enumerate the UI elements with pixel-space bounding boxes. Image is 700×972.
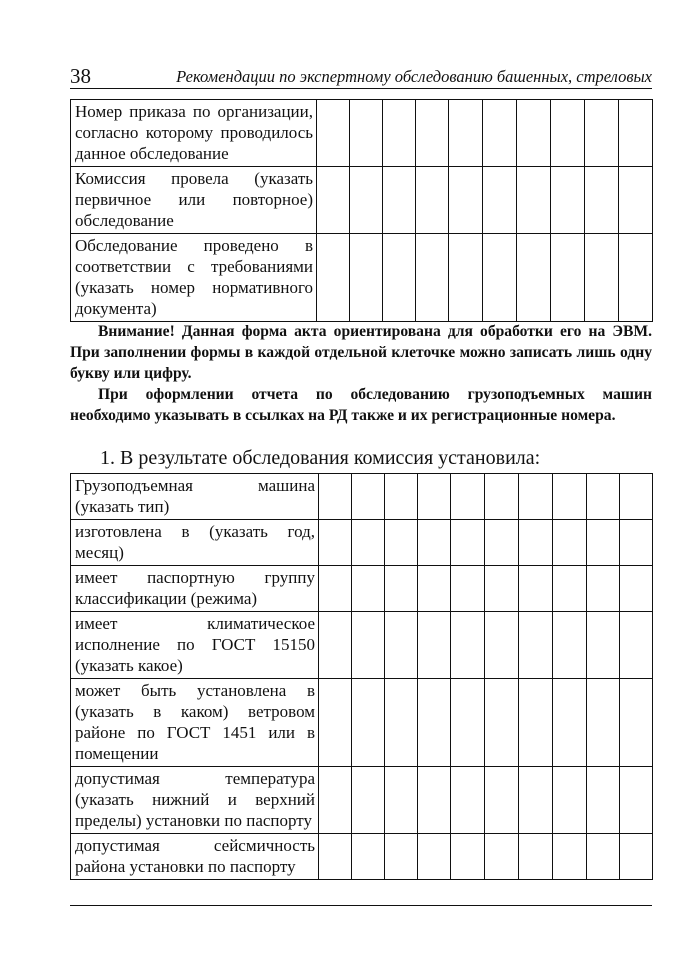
input-cell[interactable] [517,100,551,167]
input-cell[interactable] [519,566,553,612]
input-cell[interactable] [551,167,585,234]
input-cell[interactable] [519,834,553,880]
input-cell[interactable] [587,679,620,767]
input-cell[interactable] [319,612,352,679]
input-cell[interactable] [485,520,519,566]
input-cell[interactable] [350,234,383,322]
input-cell[interactable] [451,566,485,612]
running-title: Рекомендации по экспертному обследованию башенных, стреловых [176,67,652,86]
input-cell[interactable] [352,834,385,880]
input-cell[interactable] [319,767,352,834]
row-label: допустимая сейсмичность района установки по паспорту [71,834,319,880]
input-cell[interactable] [485,767,519,834]
input-cell[interactable] [519,474,553,520]
input-cell[interactable] [317,167,350,234]
input-cell[interactable] [620,474,653,520]
input-cell[interactable] [352,520,385,566]
input-cell[interactable] [485,566,519,612]
input-cell[interactable] [385,520,418,566]
form-row-manufacture-date [71,520,653,566]
input-cell[interactable] [519,679,553,767]
input-cell[interactable] [587,612,620,679]
input-cell[interactable] [451,834,485,880]
input-cell[interactable] [553,520,587,566]
input-cell[interactable] [519,612,553,679]
input-cell[interactable] [385,612,418,679]
input-cell[interactable] [383,167,416,234]
input-cell[interactable] [385,679,418,767]
input-cell[interactable] [385,767,418,834]
form-row-inspection-type [71,167,653,234]
input-cell[interactable] [451,520,485,566]
input-cell[interactable] [350,167,383,234]
input-cell[interactable] [587,566,620,612]
input-cell[interactable] [485,834,519,880]
input-cell[interactable] [587,834,620,880]
input-cell[interactable] [553,767,587,834]
input-cell[interactable] [416,234,449,322]
row-label: может быть установлена в (указать в каком) ветровом районе по ГОСТ 1451 или в помещении [71,679,319,767]
row-label: Номер приказа по организации, согласно которому проводилось данное обследование [71,100,317,167]
input-cell[interactable] [317,234,350,322]
input-cell[interactable] [551,234,585,322]
input-cell[interactable] [352,612,385,679]
input-cell[interactable] [585,100,619,167]
input-cell[interactable] [485,612,519,679]
input-cell[interactable] [319,566,352,612]
input-cell[interactable] [620,566,653,612]
input-cell[interactable] [418,834,451,880]
row-label: изготовлена в (указать год, месяц) [71,520,319,566]
input-cell[interactable] [517,234,551,322]
input-cell[interactable] [519,767,553,834]
page-header [70,64,652,89]
input-cell[interactable] [553,566,587,612]
input-cell[interactable] [551,100,585,167]
footer-rule [70,905,652,906]
row-label: Обследование проведено в соответствии с требованиями (указать номер нормативного документа) [71,234,317,322]
input-cell[interactable] [553,612,587,679]
input-cell[interactable] [619,167,653,234]
notice-block [70,321,652,426]
input-cell[interactable] [449,234,483,322]
row-label: допустимая температура (указать нижний и верхний пределы) установки по паспорту [71,767,319,834]
input-cell[interactable] [317,100,350,167]
form-row-order-number [71,100,653,167]
row-label: имеет паспортную группу классификации (режима) [71,566,319,612]
input-cell[interactable] [418,612,451,679]
input-cell[interactable] [352,566,385,612]
input-cell[interactable] [483,167,517,234]
input-cell[interactable] [449,100,483,167]
input-cell[interactable] [352,679,385,767]
input-cell[interactable] [352,474,385,520]
form-row-climate-version [71,612,653,679]
input-cell[interactable] [553,474,587,520]
row-label: имеет климатическое исполнение по ГОСТ 15150 (указать какое) [71,612,319,679]
input-cell[interactable] [385,566,418,612]
input-cell[interactable] [620,612,653,679]
input-cell[interactable] [587,474,620,520]
input-cell[interactable] [620,767,653,834]
input-cell[interactable] [352,767,385,834]
form-row-temperature-limits [71,767,653,834]
form-row-normative-document [71,234,653,322]
input-cell[interactable] [485,679,519,767]
input-cell[interactable] [319,679,352,767]
input-cell[interactable] [418,679,451,767]
input-cell[interactable] [418,520,451,566]
input-cell[interactable] [587,767,620,834]
input-cell[interactable] [620,520,653,566]
form-row-classification-group [71,566,653,612]
form-row-machine-type [71,474,653,520]
notice-paragraph: При оформлении отчета по обследованию грузоподъемных машин необходимо указывать в ссылках на РД также и их регистрационные номера. [70,386,652,424]
input-cell[interactable] [619,234,653,322]
form-table-header-info [70,99,653,322]
input-cell[interactable] [319,474,352,520]
input-cell[interactable] [350,100,383,167]
input-cell[interactable] [451,612,485,679]
input-cell[interactable] [485,474,519,520]
input-cell[interactable] [519,520,553,566]
form-table-findings [70,473,653,880]
input-cell[interactable] [418,767,451,834]
input-cell[interactable] [451,474,485,520]
input-cell[interactable] [620,834,653,880]
input-cell[interactable] [451,767,485,834]
input-cell[interactable] [553,834,587,880]
notice-paragraph: Внимание! Данная форма акта ориентирована для обработки его на ЭВМ. При заполнении формы в каждой отдельной клеточке можно записать лишь одну букву или цифру. [70,323,652,382]
input-cell[interactable] [319,520,352,566]
input-cell[interactable] [418,566,451,612]
input-cell[interactable] [483,100,517,167]
input-cell[interactable] [483,234,517,322]
input-cell[interactable] [619,100,653,167]
input-cell[interactable] [383,100,416,167]
input-cell[interactable] [319,834,352,880]
input-cell[interactable] [449,167,483,234]
input-cell[interactable] [451,679,485,767]
input-cell[interactable] [620,679,653,767]
input-cell[interactable] [585,234,619,322]
section-title: 1. В результате обследования комиссия установила: [100,447,541,469]
row-label: Грузоподъемная машина (указать тип) [71,474,319,520]
input-cell[interactable] [585,167,619,234]
form-row-wind-region [71,679,653,767]
row-label: Комиссия провела (указать первичное или повторное) обследование [71,167,317,234]
input-cell[interactable] [383,234,416,322]
input-cell[interactable] [385,474,418,520]
input-cell[interactable] [587,520,620,566]
input-cell[interactable] [517,167,551,234]
page-number: 38 [70,64,91,88]
input-cell[interactable] [418,474,451,520]
input-cell[interactable] [385,834,418,880]
form-row-seismicity [71,834,653,880]
input-cell[interactable] [416,100,449,167]
input-cell[interactable] [553,679,587,767]
input-cell[interactable] [416,167,449,234]
